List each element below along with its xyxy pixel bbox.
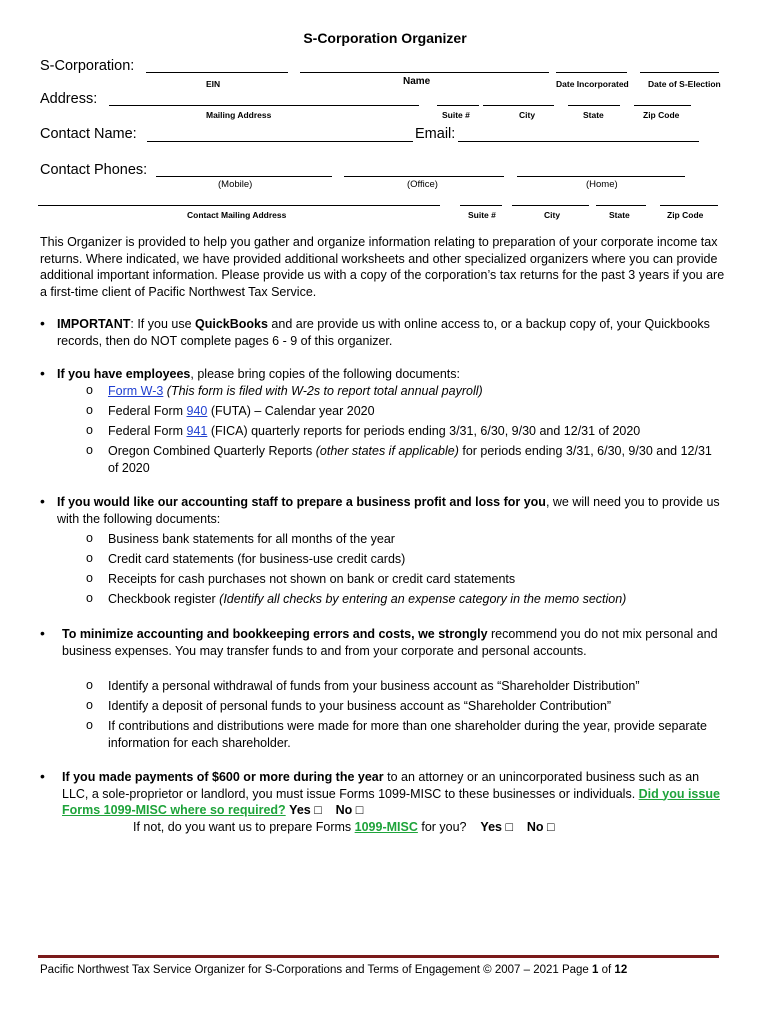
bookkeeping-bold: To minimize accounting and bookkeeping errors and costs, we strongly xyxy=(62,627,488,641)
contact-state-field[interactable] xyxy=(596,205,646,206)
sub-bullet: o xyxy=(86,678,93,692)
doc-item: Business bank statements for all months of the year xyxy=(108,532,395,546)
checkbook-pre: Checkbook register xyxy=(108,592,220,606)
checkbook-item xyxy=(108,591,723,608)
oregon-item xyxy=(108,443,723,476)
contact-mailing-address-field[interactable] xyxy=(38,205,440,206)
scorp-label: S-Corporation: xyxy=(40,58,135,74)
sub-bullet: o xyxy=(86,531,93,545)
contact-name-label: Contact Name: xyxy=(40,126,137,142)
form-941-link[interactable]: 941 xyxy=(186,424,208,438)
mailing-address-field[interactable] xyxy=(109,105,419,106)
quickbooks-bold: QuickBooks xyxy=(195,317,268,331)
mobile-phone-field[interactable] xyxy=(156,176,332,177)
profit-loss-bold: If you would like our accounting staff to prepare a business profit and loss for you xyxy=(57,495,546,509)
mobile-caption: (Mobile) xyxy=(218,179,253,190)
payments-bullet xyxy=(62,769,727,819)
intro-paragraph: This Organizer is provided to help you gather and organize information relating to preparation of your corporate income tax returns. Where indicated, we have provided additional worksheets and other specialized organizers where you can provide additional important information. Please provide us with a copy of the corporation’s tax returns for the past 3 years if you are a first-time client of Pacific Northwest Tax Service. xyxy=(40,235,725,299)
state-field[interactable] xyxy=(568,105,620,106)
date-election-caption: Date of S-Election xyxy=(648,79,721,89)
city-field[interactable] xyxy=(483,105,554,106)
prepare-1099-link: 1099-MISC xyxy=(354,820,418,834)
tip-item: Identify a personal withdrawal of funds from your business account as “Shareholder Distribution” xyxy=(108,679,640,693)
prepare-post: for you? xyxy=(417,820,467,834)
contact-zip-caption: Zip Code xyxy=(667,210,704,220)
important-text: : If you use xyxy=(130,317,195,331)
prepare-1099-question xyxy=(133,820,555,834)
prepare-no-checkbox[interactable]: No □ xyxy=(526,820,555,834)
doc-item: Credit card statements (for business-use credit cards) xyxy=(108,552,406,566)
employees-bullet xyxy=(57,366,727,383)
address-label: Address: xyxy=(40,91,98,107)
contact-mailing-caption: Contact Mailing Address xyxy=(187,210,287,220)
contact-city-field[interactable] xyxy=(512,205,589,206)
profit-loss-bullet xyxy=(57,494,727,527)
profit-loss-text: , we will need you to provide us with the following documents: xyxy=(57,495,720,526)
prepare-pre: If not, do you want us to prepare Forms xyxy=(133,820,355,834)
issued-no-checkbox[interactable]: No □ xyxy=(335,803,364,817)
form-940-post: (FUTA) – Calendar year 2020 xyxy=(207,404,375,418)
issued-yes-checkbox[interactable]: Yes □ xyxy=(289,803,322,817)
bullet-dot: • xyxy=(40,768,45,784)
contact-state-caption: State xyxy=(609,210,630,220)
page-footer xyxy=(40,964,627,976)
sub-bullet: o xyxy=(86,698,93,712)
oregon-pre: Oregon Combined Quarterly Reports xyxy=(108,444,316,458)
bullet-dot: • xyxy=(40,625,45,641)
prepare-yes-checkbox[interactable]: Yes □ xyxy=(480,820,513,834)
form-940-item xyxy=(108,403,723,420)
oregon-italic: (other states if applicable) xyxy=(315,444,459,458)
oregon-post: for periods ending 3/31, 6/30, 9/30 and 12/31 of 2020 xyxy=(108,444,712,475)
important-text-2: and are provide us with online access to, or a backup copy of, your Quickbooks records, then do NOT complete pages 6 - 9 of this organizer. xyxy=(57,317,710,348)
suite-caption: Suite # xyxy=(442,110,470,120)
form-940-pre: Federal Form xyxy=(108,404,187,418)
city-caption: City xyxy=(519,110,536,120)
contact-suite-field[interactable] xyxy=(460,205,502,206)
home-phone-field[interactable] xyxy=(517,176,685,177)
page-number: 1 xyxy=(592,964,599,976)
form-940-link[interactable]: 940 xyxy=(186,404,208,418)
footer-of: of xyxy=(598,964,615,976)
payments-bold: If you made payments of $600 or more during the year xyxy=(62,770,384,784)
sub-bullet: o xyxy=(86,423,93,437)
form-941-pre: Federal Form xyxy=(108,424,187,438)
important-bold: IMPORTANT xyxy=(57,317,131,331)
suite-field[interactable] xyxy=(437,105,479,106)
sub-bullet: o xyxy=(86,591,93,605)
home-caption: (Home) xyxy=(586,179,618,190)
zip-caption: Zip Code xyxy=(643,110,680,120)
ein-field[interactable] xyxy=(146,72,288,73)
name-field[interactable] xyxy=(300,72,549,73)
email-field[interactable] xyxy=(458,141,699,142)
form-941-item xyxy=(108,423,723,440)
form-941-post: (FICA) quarterly reports for periods ending 3/31, 6/30, 9/30 and 12/31 of 2020 xyxy=(207,424,641,438)
form-w3-link[interactable]: Form W-3 xyxy=(108,384,164,398)
contact-phones-label: Contact Phones: xyxy=(40,162,148,178)
sub-bullet: o xyxy=(86,383,93,397)
employees-text: , please bring copies of the following documents: xyxy=(190,367,460,381)
checkbook-italic: (Identify all checks by entering an expense category in the memo section) xyxy=(219,592,627,606)
state-caption: State xyxy=(583,110,604,120)
sub-bullet: o xyxy=(86,551,93,565)
sub-bullet: o xyxy=(86,443,93,457)
bullet-dot: • xyxy=(40,365,45,381)
sub-bullet: o xyxy=(86,403,93,417)
footer-rule xyxy=(38,955,719,958)
zip-field[interactable] xyxy=(634,105,691,106)
bullet-dot: • xyxy=(40,493,45,509)
sub-bullet: o xyxy=(86,718,93,732)
issued-1099-question: Did you issue Forms 1099-MISC where so required? xyxy=(62,786,720,817)
ein-caption: EIN xyxy=(206,79,221,89)
tip-item: If contributions and distributions were made for more than one shareholder during the year, provide separate information for each shareholder. xyxy=(108,719,707,750)
contact-suite-caption: Suite # xyxy=(468,210,496,220)
office-caption: (Office) xyxy=(407,179,438,190)
sub-bullet: o xyxy=(86,571,93,585)
page-title: S-Corporation Organizer xyxy=(303,30,467,46)
date-election-field[interactable] xyxy=(640,72,719,73)
email-label: Email: xyxy=(415,126,456,142)
office-phone-field[interactable] xyxy=(344,176,504,177)
mailing-address-caption: Mailing Address xyxy=(206,110,272,120)
payments-text: to an attorney or an unincorporated business such as an LLC, a sole-proprietor or landlord, you must issue Forms 1099-MISC to these businesses or individuals. xyxy=(62,770,700,801)
bookkeeping-bullet xyxy=(62,626,727,659)
bookkeeping-text: recommend you do not mix personal and business expenses. You may transfer funds to and from your corporate and personal accounts. xyxy=(62,627,718,658)
contact-city-caption: City xyxy=(544,210,561,220)
footer-text: Pacific Northwest Tax Service Organizer for S-Corporations and Terms of Engagement © 2007 – 2021 Page xyxy=(40,964,593,976)
date-incorporated-caption: Date Incorporated xyxy=(556,79,629,89)
doc-item: Receipts for cash purchases not shown on bank or credit card statements xyxy=(108,572,516,586)
bullet-dot: • xyxy=(40,315,45,331)
contact-zip-field[interactable] xyxy=(660,205,718,206)
important-bullet xyxy=(57,316,727,349)
form-w3-item xyxy=(108,383,723,400)
contact-name-field[interactable] xyxy=(147,141,413,142)
form-w3-note: (This form is filed with W-2s to report total annual payroll) xyxy=(163,384,483,398)
page-total: 12 xyxy=(614,964,628,976)
date-incorporated-field[interactable] xyxy=(556,72,627,73)
tip-item: Identify a deposit of personal funds to your business account as “Shareholder Contribution” xyxy=(108,699,612,713)
name-caption: Name xyxy=(403,76,431,87)
employees-bold: If you have employees xyxy=(57,367,191,381)
